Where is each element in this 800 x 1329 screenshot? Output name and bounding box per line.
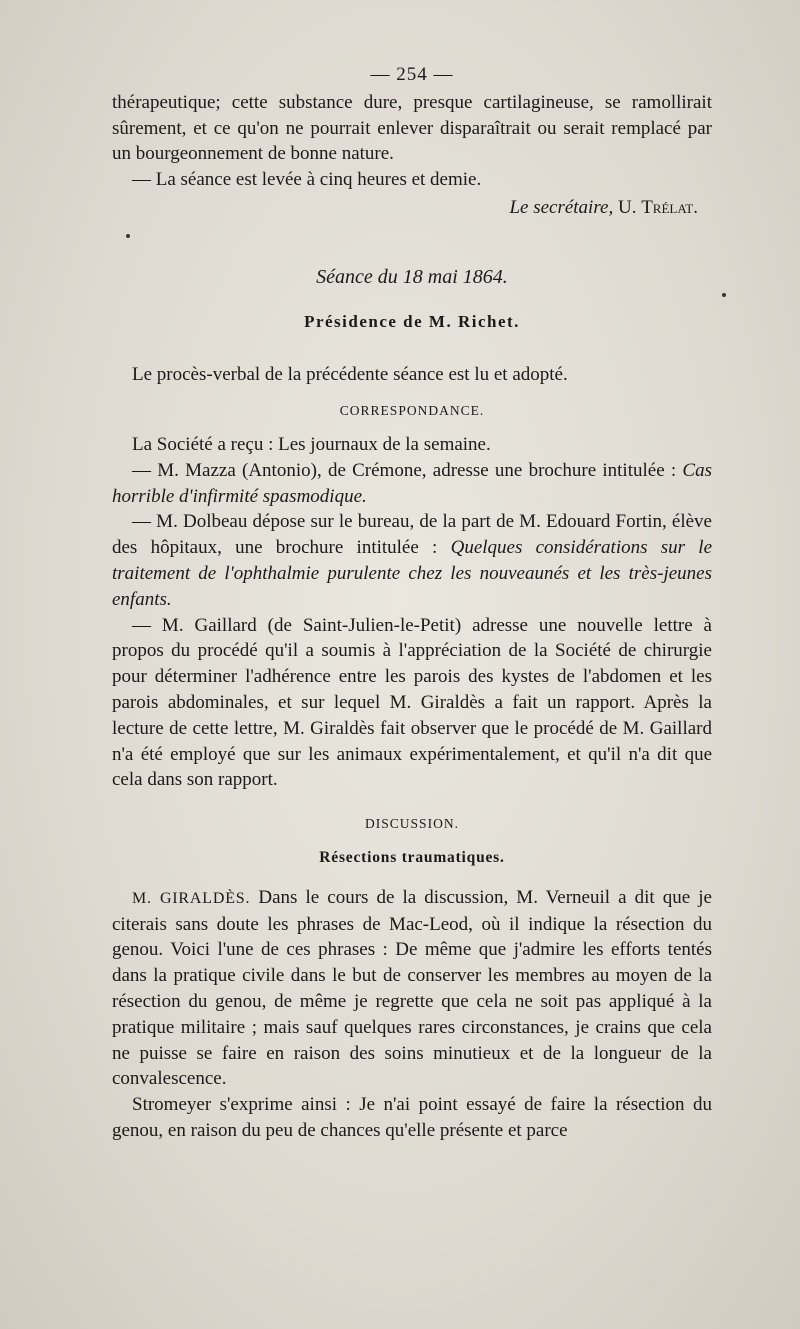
page-number: — 254 — [370,64,454,85]
paragraph-proces-verbal: Le procès-verbal de la précédente séance est lu et adopté. [132,364,568,386]
presidence-line: Présidence de M. Richet. [304,311,520,331]
seance-title: Séance du 18 mai 1864. [316,265,508,288]
signature-role: Le secrétaire, [509,196,614,218]
paragraph-journaux: La Société a reçu : Les journaux de la semaine. [132,433,491,455]
resections-heading: Résections traumatiques. [319,848,505,866]
paragraph-continuation: thérapeutique; cette substance dure, presque cartilagineuse, se ramollirait sûrement, et ce qu'on ne pourrait enlever disparaîtrait ou serait remplacé par un bourgeonnement de bonne nature. [112,91,712,165]
mazza-brochure-title: Cas horrible d'infirmité spasmodique. [112,459,712,507]
discussion-heading: DISCUSSION. [365,816,459,832]
signature-name: Trélat. [641,196,698,218]
mazza-text: — M. Mazza (Antonio), de Crémone, adresse une brochure intitulée : [132,459,683,481]
signature-line [112,195,712,221]
paragraph-closing: — La séance est levée à cinq heures et demie. [132,169,482,191]
signature-name-prefix: U. [617,196,642,218]
dolbeau-brochure-title: Quelques considérations sur le traitement de l'ophthalmie purulente chez les nouveaunés et les très-jeunes enfants. [112,537,712,610]
ink-speck [722,293,726,297]
paragraph-mazza [112,458,712,510]
correspondance-heading: CORRESPONDANCE. [339,403,485,419]
speaker-name: M. GIRALDÈS. [132,889,251,907]
paragraph-dolbeau [112,509,712,612]
paragraph-giraldes [112,885,712,1092]
page-body [112,62,712,1144]
dolbeau-text: — M. Dolbeau dépose sur le bureau, de la part de M. Edouard Fortin, élève des hôpitaux, une brochure intitulée : [112,511,712,559]
giraldes-text: Dans le cours de la discussion, M. Verneuil a dit que je citerais sans doute les phrases de Mac-Leod, où il indique la résection du genou. Voici l'une de ces phrases : De même que j'admire les efforts tentés dans la pratique civile dans le but de conserver les membres au moyen de la résection du genou, de même je regrette que cela ne soit pas appliqué à la pratique militaire ; mais sauf quelques rares circonstances, je crains que cela ne puisse se faire en raison des soins minutieux et de la longueur de la convalescence. [112,886,712,1090]
paragraph-stromeyer: Stromeyer s'exprime ainsi : Je n'ai point essayé de faire la résection du genou, en raison du peu de chances qu'elle présente et parce [112,1094,712,1141]
paragraph-gaillard: — M. Gaillard (de Saint-Julien-le-Petit) adresse une nouvelle lettre à propos du procédé qu'il a soumis à l'appréciation de la Société de chirurgie pour déterminer l'adhérence entre les parois des kystes de l'abdomen et les parois abdominales, et sur lequel M. Giraldès a fait un rapport. Après la lecture de cette lettre, M. Giraldès fait observer que le procédé de M. Gaillard n'a été employé que sur les animaux expérimentalement, et qu'il n'a dit que cela dans son rapport. [112,614,712,791]
